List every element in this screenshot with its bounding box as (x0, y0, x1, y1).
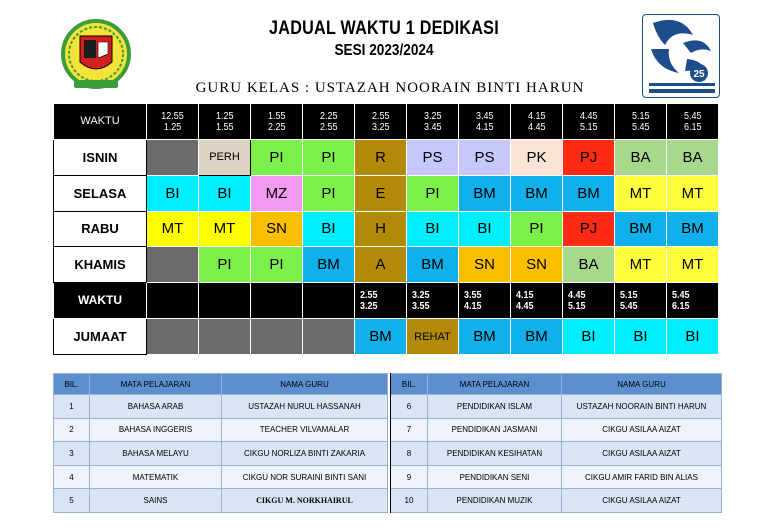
row-number: 1 (54, 395, 90, 419)
subject-teacher-table (53, 373, 722, 513)
time-start: 2.55 (371, 110, 390, 122)
subject-cell: BI (303, 211, 355, 247)
time-start: 5.45 (683, 110, 702, 122)
subject-row (54, 395, 722, 419)
subject-name: PENDIDIKAN SENI (428, 465, 562, 489)
subject-name: BAHASA ARAB (90, 395, 222, 419)
day-name: JUMAAT (54, 319, 147, 355)
session-label: SESI 2023/2024 (334, 42, 434, 59)
subject-cell: R (355, 140, 407, 176)
subject-cell: BA (667, 140, 719, 176)
time-start: 5.15 (631, 110, 650, 122)
time-end: 4.15 (463, 300, 482, 312)
time-end: 6.15 (671, 300, 690, 312)
day-row (54, 211, 719, 247)
subject-cell: PI (199, 247, 251, 283)
time-slot (147, 104, 199, 140)
subject-cell: PJ (563, 140, 615, 176)
subject-row (54, 418, 722, 442)
subject-name: BAHASA MELAYU (90, 442, 222, 466)
time-end: 4.45 (515, 300, 534, 312)
teacher-name: CIKGU NORLIZA BINTI ZAKARIA (222, 442, 388, 466)
subject-cell (147, 319, 199, 355)
day-name: RABU (54, 211, 147, 247)
waktu-label: WAKTU (54, 283, 147, 319)
subject-cell: PS (407, 140, 459, 176)
header-bil: BIL. (54, 374, 90, 395)
time-slot (355, 283, 407, 319)
subject-name: SAINS (90, 489, 222, 513)
time-end: 6.15 (683, 121, 702, 133)
time-start: 2.25 (319, 110, 338, 122)
subject-cell: MT (199, 211, 251, 247)
time-slot (303, 283, 355, 319)
header-bil: BIL. (391, 374, 428, 395)
time-end: 5.15 (567, 300, 586, 312)
time-slot (459, 283, 511, 319)
time-end: 3.45 (423, 121, 442, 133)
subject-cell: BM (355, 319, 407, 355)
subject-cell (251, 319, 303, 355)
row-number: 10 (391, 489, 428, 513)
time-slot (199, 104, 251, 140)
time-start: 3.25 (411, 289, 430, 301)
time-start: 4.45 (579, 110, 598, 122)
subject-cell: BM (511, 319, 563, 355)
subject-cell (147, 140, 199, 176)
subject-cell: BA (615, 140, 667, 176)
anniversary-emblem-icon (643, 15, 721, 99)
subject-cell: MT (667, 247, 719, 283)
time-slot (459, 104, 511, 140)
subject-cell: PJ (563, 211, 615, 247)
subject-cell: SN (511, 247, 563, 283)
time-slot (251, 283, 303, 319)
time-end: 3.25 (359, 300, 378, 312)
subject-cell: A (355, 247, 407, 283)
teacher-name: TEACHER VILVAMALAR (222, 418, 388, 442)
teacher-name: USTAZAH NOORAIN BINTI HARUN (562, 395, 722, 419)
row-number: 5 (54, 489, 90, 513)
time-end: 1.55 (215, 121, 234, 133)
subject-row (54, 442, 722, 466)
row-number: 2 (54, 418, 90, 442)
day-name: ISNIN (54, 140, 147, 176)
subject-cell: E (355, 175, 407, 211)
time-slot (563, 104, 615, 140)
teacher-name: CIKGU ASILAA AIZAT (562, 442, 722, 466)
subject-cell: BM (459, 319, 511, 355)
day-name: SELASA (54, 175, 147, 211)
subject-cell: H (355, 211, 407, 247)
time-end: 1.25 (163, 121, 182, 133)
time-start: 12.55 (161, 110, 184, 122)
subject-name: BAHASA INGGERIS (90, 418, 222, 442)
time-header-row (54, 104, 719, 140)
time-start: 3.45 (475, 110, 494, 122)
time-slot (407, 283, 459, 319)
time-end: 5.45 (631, 121, 650, 133)
time-start: 1.55 (267, 110, 286, 122)
subject-cell: SN (459, 247, 511, 283)
subject-table-header (54, 374, 722, 395)
time-end: 2.55 (319, 121, 338, 133)
subject-name: PENDIDIKAN MUZIK (428, 489, 562, 513)
time-start: 5.15 (619, 289, 638, 301)
time-end: 4.45 (527, 121, 546, 133)
day-row (54, 247, 719, 283)
teacher-name: CIKGU ASILAA AIZAT (562, 418, 722, 442)
day-row (54, 140, 719, 176)
subject-cell (199, 319, 251, 355)
time-slot (199, 283, 251, 319)
time-end: 5.45 (619, 300, 638, 312)
subject-cell: BM (459, 175, 511, 211)
weekly-timetable (53, 103, 719, 355)
day-row (54, 175, 719, 211)
subject-cell: PI (251, 140, 303, 176)
subject-cell: BM (667, 211, 719, 247)
day-row (54, 319, 719, 355)
time-slot (303, 104, 355, 140)
subject-cell: BM (407, 247, 459, 283)
subject-cell: BM (563, 175, 615, 211)
subject-cell: SN (251, 211, 303, 247)
subject-cell: PK (511, 140, 563, 176)
subject-row (54, 465, 722, 489)
time-start: 4.15 (527, 110, 546, 122)
subject-cell: MZ (251, 175, 303, 211)
row-number: 4 (54, 465, 90, 489)
time-end: 4.15 (475, 121, 494, 133)
anniversary-logo (642, 14, 720, 98)
subject-cell: BI (407, 211, 459, 247)
subject-cell: BM (511, 175, 563, 211)
row-number: 8 (391, 442, 428, 466)
subject-cell: MT (667, 175, 719, 211)
subject-cell: BM (615, 211, 667, 247)
subject-cell: MT (615, 175, 667, 211)
subject-cell: BI (199, 175, 251, 211)
subject-row (54, 489, 722, 513)
subject-cell: BI (615, 319, 667, 355)
time-slot (407, 104, 459, 140)
time-start: 4.45 (567, 289, 586, 301)
subject-name: PENDIDIKAN KESIHATAN (428, 442, 562, 466)
timetable-title: JADUAL WAKTU 1 DEDIKASI (269, 18, 499, 39)
subject-cell: BA (563, 247, 615, 283)
time-slot (563, 283, 615, 319)
row-number: 7 (391, 418, 428, 442)
row-number: 9 (391, 465, 428, 489)
time-slot (615, 104, 667, 140)
header-teacher: NAMA GURU (562, 374, 722, 395)
time-start: 2.55 (359, 289, 378, 301)
time-end: 5.15 (579, 121, 598, 133)
subject-cell: PERH (199, 140, 251, 176)
subject-cell: PI (407, 175, 459, 211)
teacher-name: CIKGU NOR SURAINI BINTI SANI (222, 465, 388, 489)
teacher-name: CIKGU M. NORKHAIRUL (222, 489, 388, 513)
time-slot (667, 104, 719, 140)
friday-time-row (54, 283, 719, 319)
header-subject: MATA PELAJARAN (428, 374, 562, 395)
subject-cell: BI (563, 319, 615, 355)
subject-cell: PI (251, 247, 303, 283)
subject-cell: BI (667, 319, 719, 355)
teacher-name: USTAZAH NURUL HASSANAH (222, 395, 388, 419)
class-teacher-label: GURU KELAS : USTAZAH NOORAIN BINTI HARUN (195, 80, 585, 96)
time-start: 3.55 (463, 289, 482, 301)
subject-cell: PI (303, 175, 355, 211)
time-slot (251, 104, 303, 140)
day-name: KHAMIS (54, 247, 147, 283)
time-start: 5.45 (671, 289, 690, 301)
row-number: 3 (54, 442, 90, 466)
subject-cell: MT (615, 247, 667, 283)
subject-name: MATEMATIK (90, 465, 222, 489)
subject-cell: MT (147, 211, 199, 247)
subject-cell: PI (511, 211, 563, 247)
subject-cell (147, 247, 199, 283)
subject-name: PENDIDIKAN JASMANI (428, 418, 562, 442)
subject-cell: BI (459, 211, 511, 247)
subject-cell: PI (303, 140, 355, 176)
logo-number: 25 (693, 69, 705, 80)
header-subject: MATA PELAJARAN (90, 374, 222, 395)
row-number: 6 (391, 395, 428, 419)
time-end: 3.55 (411, 300, 430, 312)
time-slot (147, 283, 199, 319)
subject-cell: PS (459, 140, 511, 176)
subject-cell (303, 319, 355, 355)
header-teacher: NAMA GURU (222, 374, 388, 395)
document-header (0, 0, 768, 102)
subject-cell: BI (147, 175, 199, 211)
teacher-name: CIKGU ASILAA AIZAT (562, 489, 722, 513)
time-slot (511, 283, 563, 319)
waktu-label: WAKTU (54, 104, 147, 140)
time-start: 3.25 (423, 110, 442, 122)
subject-name: PENDIDIKAN ISLAM (428, 395, 562, 419)
teacher-name: CIKGU AMIR FARID BIN ALIAS (562, 465, 722, 489)
time-slot (511, 104, 563, 140)
subject-cell: REHAT (407, 319, 459, 355)
time-end: 2.25 (267, 121, 286, 133)
time-start: 4.15 (515, 289, 534, 301)
subject-cell: BM (303, 247, 355, 283)
time-slot (615, 283, 667, 319)
time-slot (355, 104, 407, 140)
time-start: 1.25 (215, 110, 234, 122)
time-end: 3.25 (371, 121, 390, 133)
time-slot (667, 283, 719, 319)
